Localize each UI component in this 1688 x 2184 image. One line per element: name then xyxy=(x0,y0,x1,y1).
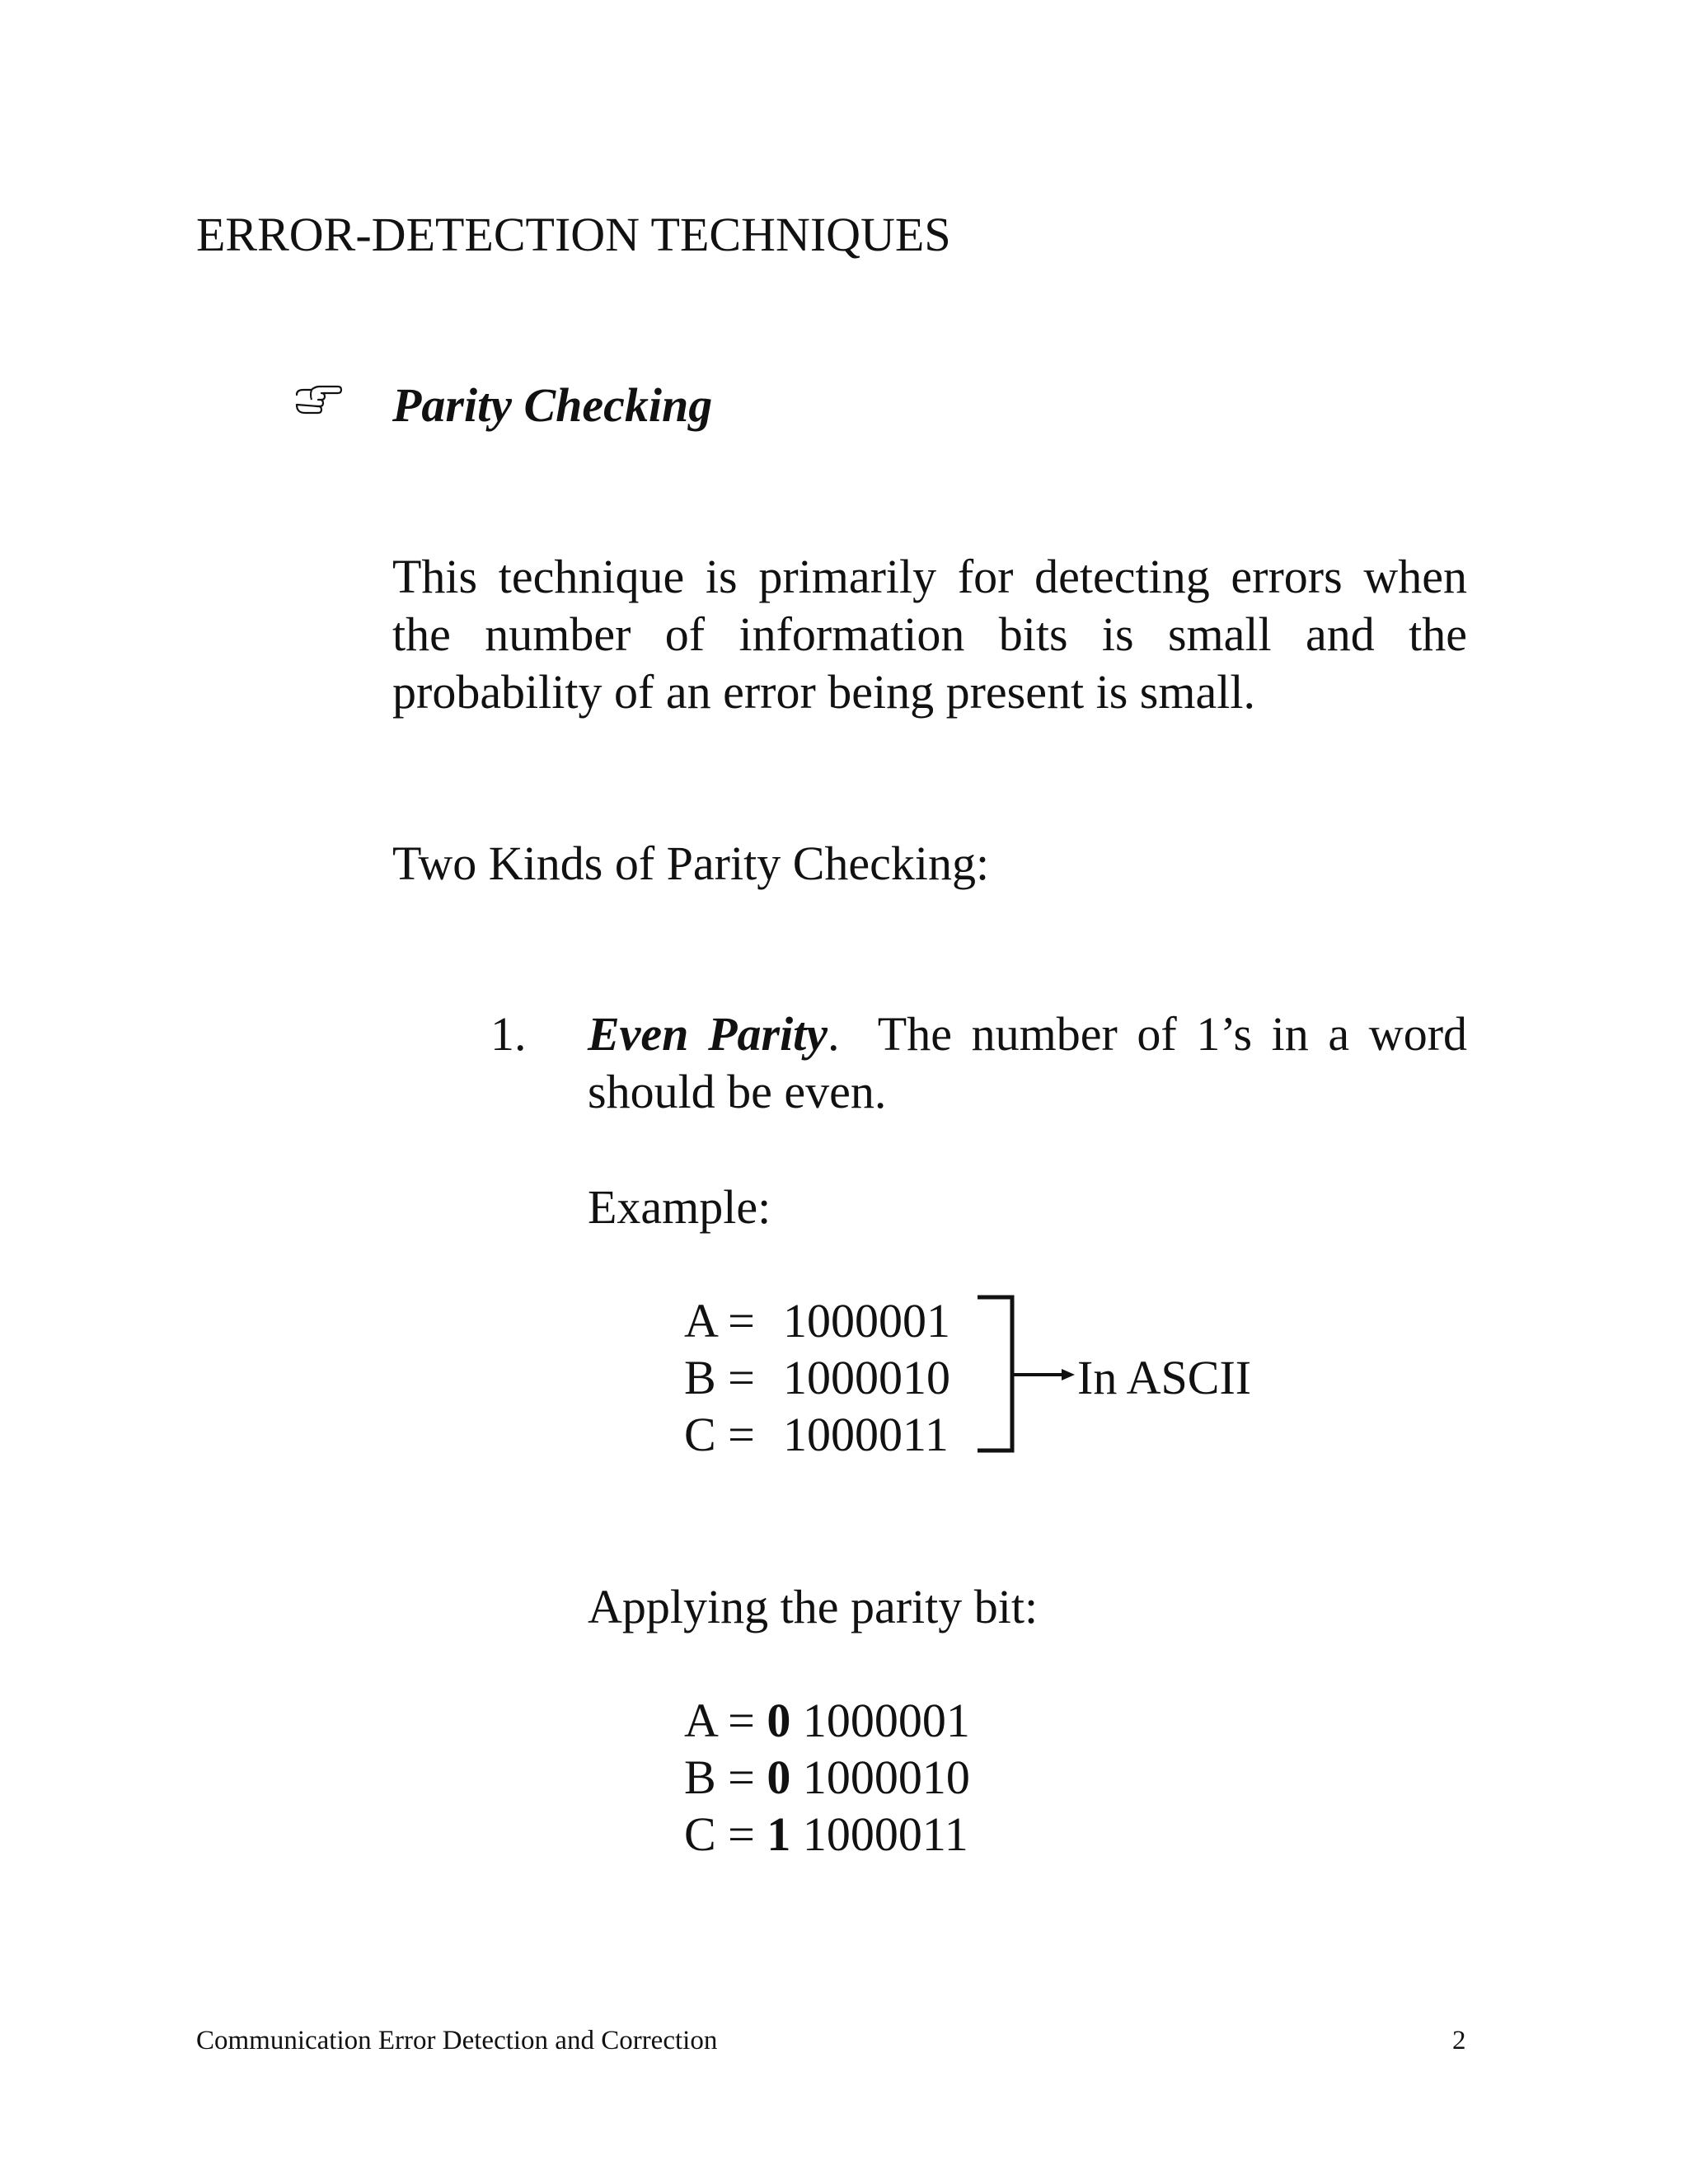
list-item-line xyxy=(588,1005,1467,1063)
list-item-term-suffix: . xyxy=(828,1007,840,1061)
ascii-code: 1000001 xyxy=(783,1294,950,1347)
parity-code: 1000010 xyxy=(802,1750,970,1804)
ascii-row xyxy=(684,1349,950,1407)
parity-bit: 0 xyxy=(767,1694,791,1747)
page-number: 2 xyxy=(1452,2026,1466,2055)
parity-code: 1000011 xyxy=(802,1807,968,1861)
paragraph-line: the number of information bits is small and the xyxy=(392,607,1467,661)
applying-label: Applying the parity bit: xyxy=(588,1580,1039,1633)
list-item-line: should be even. xyxy=(588,1065,887,1118)
section-title: Parity Checking xyxy=(392,378,713,432)
list-item-rest: The number of 1’s in a word xyxy=(877,1007,1468,1061)
paragraph-line: probability of an error being present is small. xyxy=(392,665,1255,719)
page-heading: ERROR-DETECTION TECHNIQUES xyxy=(196,208,951,261)
parity-code: 1000001 xyxy=(802,1694,970,1747)
parity-bit: 0 xyxy=(767,1750,791,1804)
ascii-letter: A = xyxy=(684,1294,755,1347)
kinds-label: Two Kinds of Parity Checking: xyxy=(392,837,990,890)
parity-row xyxy=(684,1692,970,1750)
ascii-letter: B = xyxy=(684,1351,755,1404)
ascii-code: 1000011 xyxy=(783,1408,949,1461)
parity-row xyxy=(684,1806,968,1863)
parity-letter: C = xyxy=(684,1807,755,1861)
example-label: Example: xyxy=(588,1180,771,1234)
parity-letter: A = xyxy=(684,1694,755,1747)
parity-bit: 1 xyxy=(767,1807,791,1861)
list-item-term: Even Parity xyxy=(588,1007,828,1061)
intro-paragraph xyxy=(392,548,1467,721)
pointing-hand-icon xyxy=(293,382,343,418)
ascii-row xyxy=(684,1406,949,1464)
footer-title: Communication Error Detection and Correction xyxy=(196,2026,718,2055)
paragraph-line: This technique is primarily for detecting errors when xyxy=(392,550,1467,603)
list-item-text xyxy=(588,1005,1467,1121)
list-item-number: 1. xyxy=(490,1007,527,1061)
ascii-letter: C = xyxy=(684,1408,755,1461)
ascii-row xyxy=(684,1292,950,1350)
ascii-note: In ASCII xyxy=(1077,1351,1252,1404)
parity-row xyxy=(684,1749,970,1807)
ascii-code: 1000010 xyxy=(783,1351,950,1404)
parity-letter: B = xyxy=(684,1750,755,1804)
